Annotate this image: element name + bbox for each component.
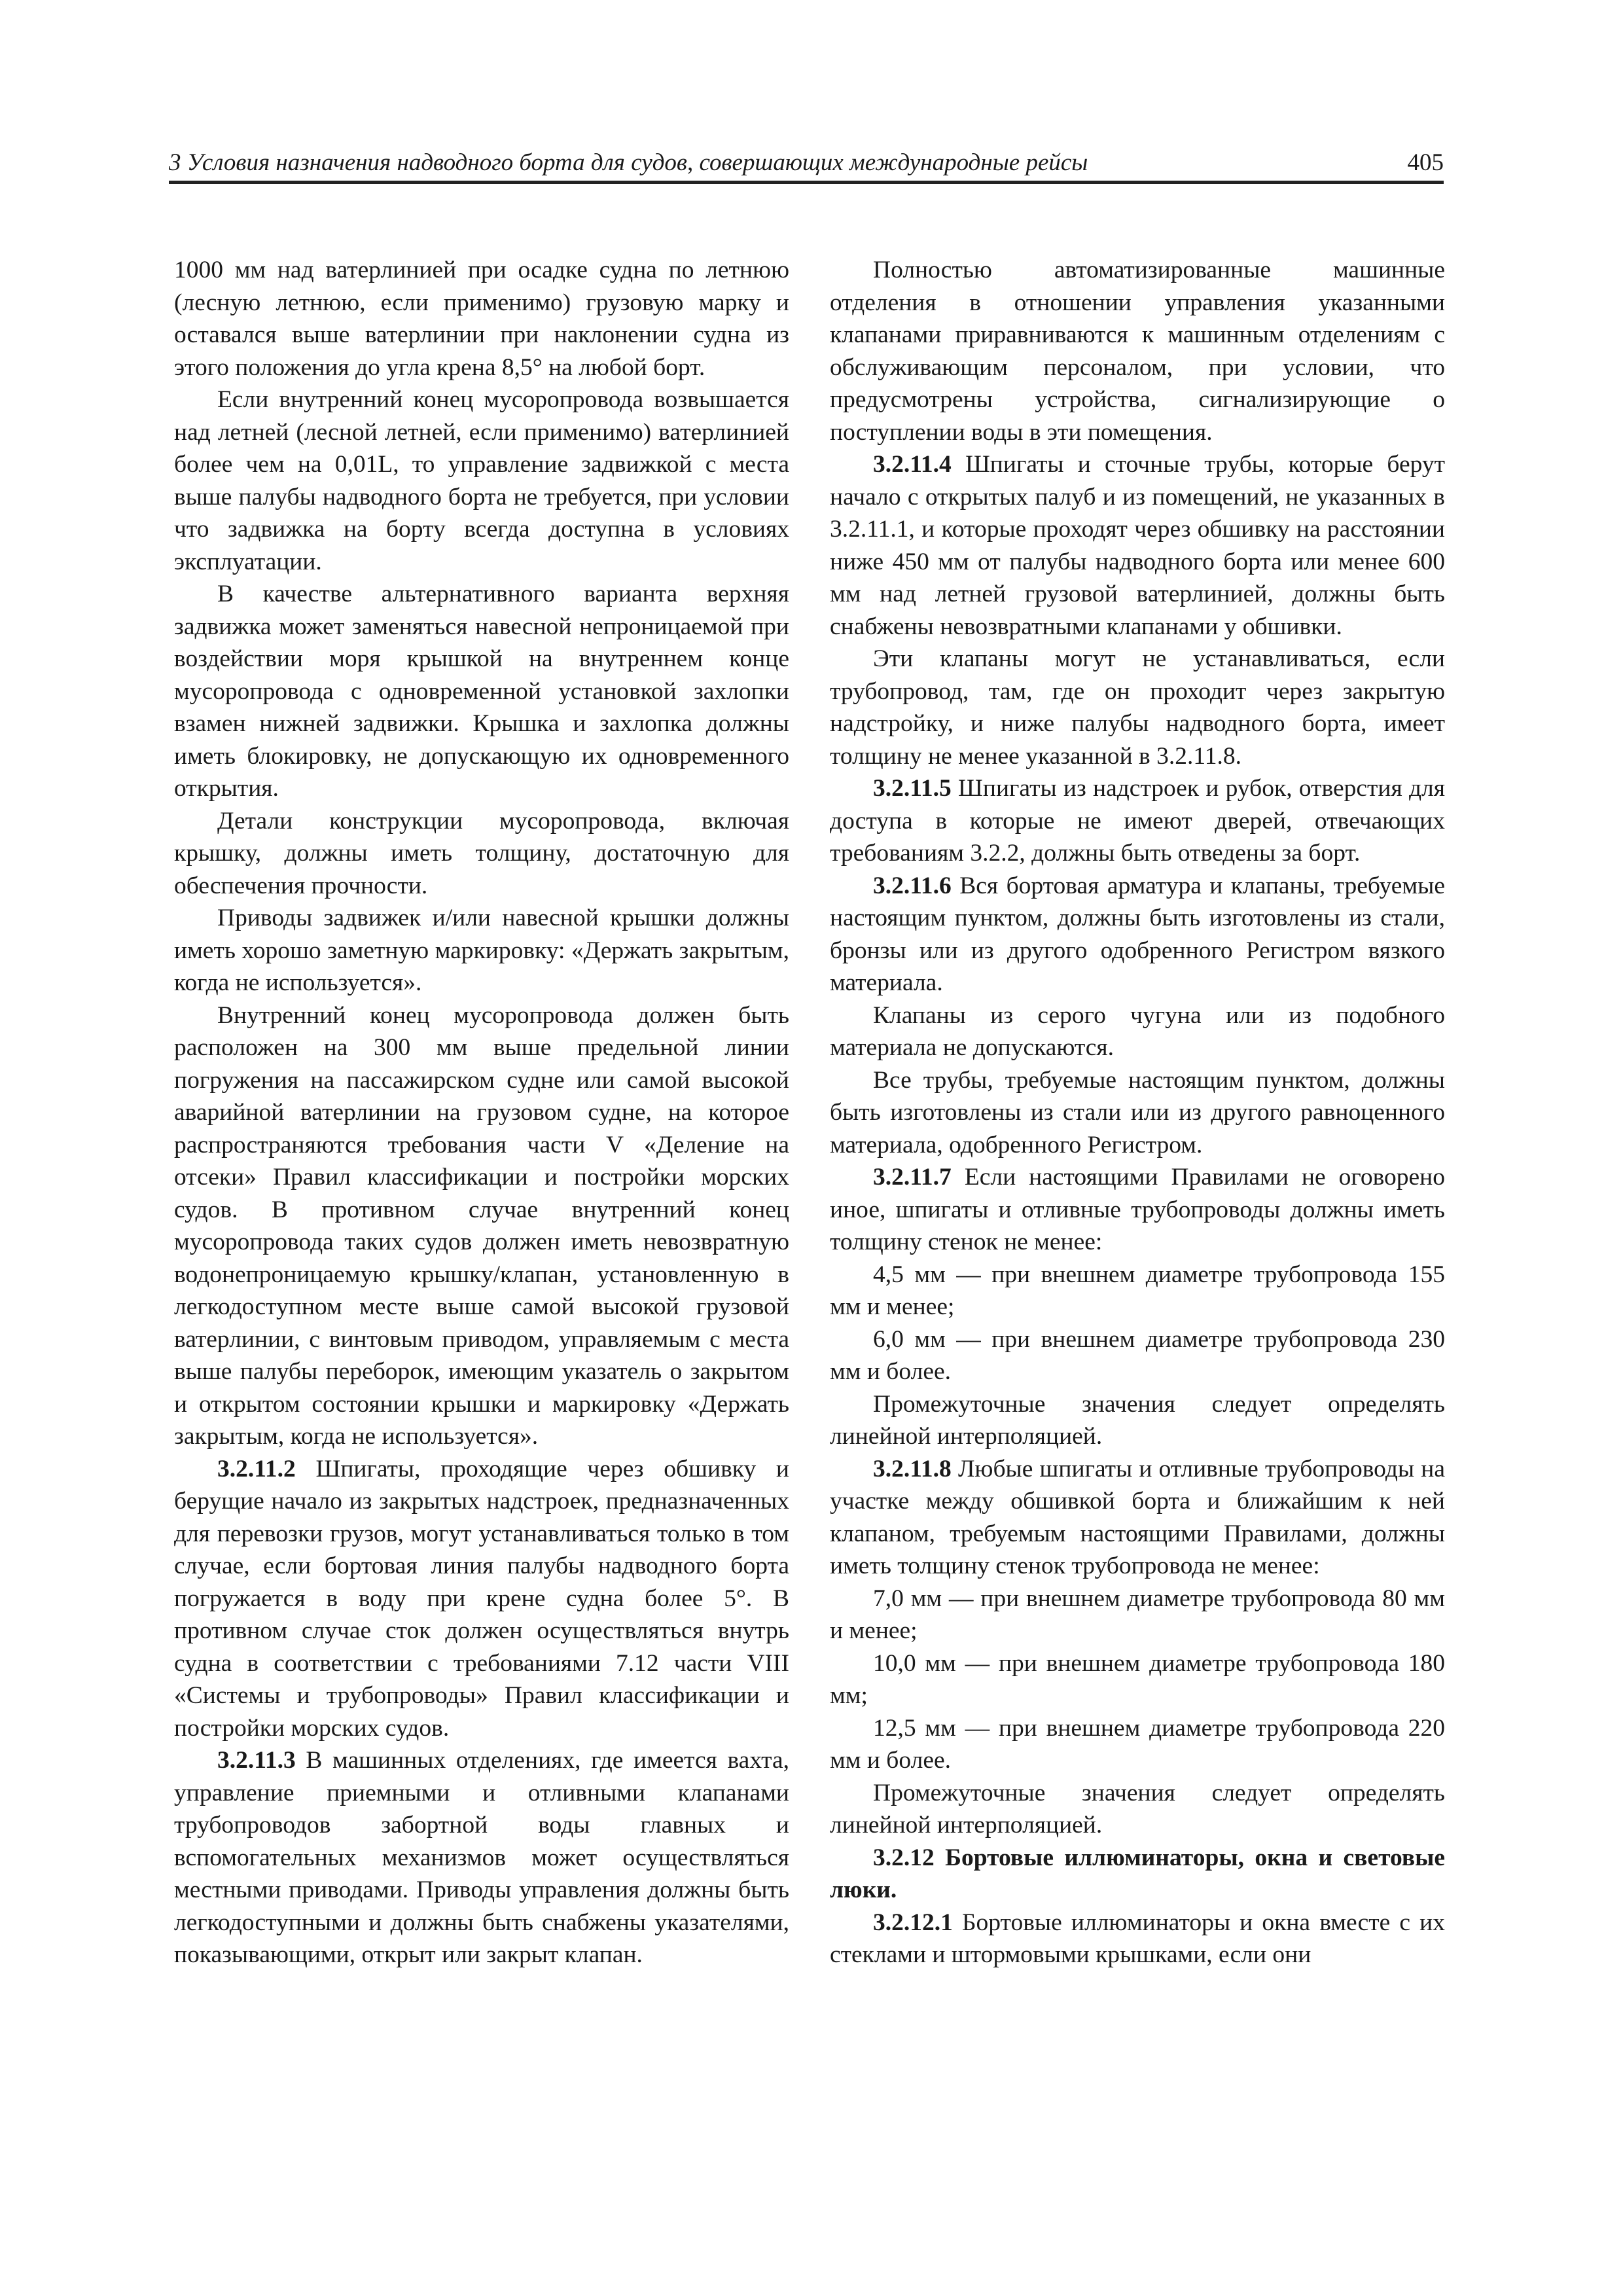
paragraph-text: Промежуточные значения следует определять линейной интерполяцией. [830, 1390, 1445, 1450]
paragraph [830, 643, 1445, 772]
clause-number: 3.2.11.7 [873, 1164, 952, 1191]
clause-number: 3.2.12.1 [873, 1909, 953, 1936]
paragraph [830, 1842, 1445, 1907]
paragraph-text: Шпигаты из надстроек и рубок, отверстия для доступа в которые не имеют дверей, отвечающих требованиям 3.2.2, должны быть отведены за борт. [830, 775, 1445, 867]
paragraph-text: 7,0 мм — при внешнем диаметре трубопровода 80 мм и менее; [830, 1585, 1445, 1644]
paragraph [174, 1453, 789, 1745]
paragraph [830, 1388, 1445, 1453]
paragraph [830, 1323, 1445, 1388]
paragraph [174, 999, 789, 1453]
clause-number: 3.2.11.6 [873, 872, 952, 899]
paragraph-text: Эти клапаны могут не устанавливаться, если трубопровод, там, где он проходит через закрытую надстройку, и ниже палубы надводного борта, имеет толщину не менее указанной в 3.2.11.8. [830, 645, 1445, 770]
paragraph [830, 999, 1445, 1064]
paragraph [174, 384, 789, 578]
running-header [169, 143, 1444, 184]
paragraph [830, 1064, 1445, 1162]
paragraph [174, 1744, 789, 1971]
paragraph-text: Все трубы, требуемые настоящим пунктом, должны быть изготовлены из стали или из другого равноценного материала, одобренного Регистром. [830, 1066, 1445, 1158]
paragraph-text: В качестве альтернативного варианта верхняя задвижка может заменяться навесной непроницаемой при воздействии моря крышкой на внутреннем конце мусоропровода с одновременной установкой захлопки взамен нижней задвижки. Крышка и захлопка должны иметь блокировку, не допускающую их одновременного открытия. [174, 581, 789, 802]
clause-number: 3.2.11.8 [873, 1455, 952, 1482]
paragraph-text: Шпигаты, проходящие через обшивку и берущие начало из закрытых надстроек, предназначенных для перевозки грузов, могут устанавливаться только в том случае, если бортовая линия палубы надводного борта погружается в воду при крене судна более 5°. В противном случае сток должен осуществляться внутрь судна в соответствии с требованиями 7.12 части VIII «Системы и трубопроводы» Правил классификации и постройки морских судов. [174, 1455, 789, 1742]
paragraph [830, 1453, 1445, 1583]
paragraph [830, 772, 1445, 870]
clause-number: 3.2.11.3 [217, 1747, 296, 1774]
paragraph-text: Любые шпигаты и отливные трубопроводы на участке между обшивкой борта и ближайшим к ней клапаном, требуемым настоящими Правилами, должны иметь толщину стенок трубопровода не менее: [830, 1455, 1445, 1579]
page-number: 405 [1407, 149, 1444, 176]
paragraph-text: 4,5 мм — при внешнем диаметре трубопровода 155 мм и менее; [830, 1261, 1445, 1320]
paragraph [830, 254, 1445, 448]
paragraph [830, 1777, 1445, 1842]
paragraph-text: Клапаны из серого чугуна или из подобного материала не допускаются. [830, 1001, 1445, 1061]
paragraph [830, 1712, 1445, 1777]
paragraph [830, 1583, 1445, 1647]
paragraph-text: 6,0 мм — при внешнем диаметре трубопровода 230 мм и более. [830, 1325, 1445, 1385]
paragraph [174, 805, 789, 903]
paragraph [830, 1259, 1445, 1323]
paragraph-text: 12,5 мм — при внешнем диаметре трубопровода 220 мм и более. [830, 1714, 1445, 1774]
clause-number: 3.2.11.4 [873, 451, 952, 478]
clause-number: 3.2.12 Бортовые иллюминаторы, окна и световые люки. [830, 1844, 1445, 1903]
paragraph-text: 10,0 мм — при внешнем диаметре трубопровода 180 мм; [830, 1649, 1445, 1709]
paragraph [830, 1907, 1445, 1971]
paragraph [174, 902, 789, 999]
left-column [174, 254, 789, 1971]
paragraph-text: 1000 мм над ватерлинией при осадке судна по летнюю (лесную летнюю, если применимо) грузовую марку и оставался выше ватерлинии при наклонении судна из этого положения до угла крена 8,5° на любой борт. [174, 257, 789, 381]
paragraph-text: Если настоящими Правилами не оговорено иное, шпигаты и отливные трубопроводы должны иметь толщину стенок не менее: [830, 1164, 1445, 1255]
paragraph-text: Полностью автоматизированные машинные отделения в отношении управления указанными клапанами приравниваются к машинным отделениям с обслуживающим персоналом, при условии, что предусмотрены устройства, сигнализирующие о поступлении воды в эти помещения. [830, 257, 1445, 446]
paragraph [174, 578, 789, 805]
paragraph-text: Внутренний конец мусоропровода должен быть расположен на 300 мм выше предельной линии погружения на пассажирском судне или самой высокой аварийной ватерлинии на грузовом судне, на которое распространяются требования части V «Деление на отсеки» Правил классификации и постройки морских судов. В противном случае внутренний конец мусоропровода таких судов должен иметь невозвратную водонепроницаемую крышку/клапан, установленную в легкодоступном месте выше самой высокой грузовой ватерлинии, с винтовым приводом, управляемым с места выше палубы переборок, имеющим указатель о закрытом и открытом состоянии крышки и маркировку «Держать закрытым, когда не используется». [174, 1001, 789, 1450]
paragraph [830, 448, 1445, 643]
header-title: 3 Условия назначения надводного борта для судов, совершающих международные рейсы [169, 149, 1088, 176]
right-column [830, 254, 1445, 1971]
paragraph-text: Если внутренний конец мусоропровода возвышается над летней (лесной летней, если применимо) ватерлинией более чем на 0,01L, то управление задвижкой с места выше палубы надводного борта не требуется, при условии что задвижка на борту всегда доступна в условиях эксплуатации. [174, 386, 789, 575]
paragraph-text: Вся бортовая арматура и клапаны, требуемые настоящим пунктом, должны быть изготовлены из стали, бронзы или из другого одобренного Регистром вязкого материала. [830, 872, 1445, 996]
paragraph-text: Детали конструкции мусоропровода, включая крышку, должны иметь толщину, достаточную для обеспечения прочности. [174, 807, 789, 899]
paragraph-text: В машинных отделениях, где имеется вахта, управление приемными и отливными клапанами трубопроводов забортной воды главных и вспомогательных механизмов может осуществляться местными приводами. Приводы управления должны быть легкодоступными и должны быть снабжены указателями, показывающими, открыт или закрыт клапан. [174, 1747, 789, 1968]
paragraph [830, 1161, 1445, 1259]
paragraph-text: Промежуточные значения следует определять линейной интерполяцией. [830, 1779, 1445, 1839]
paragraph [830, 870, 1445, 999]
paragraph-text: Шпигаты и сточные трубы, которые берут начало с открытых палуб и из помещений, не указанных в 3.2.11.1, и которые проходят через обшивку на расстоянии ниже 450 мм от палубы надводного борта или менее 600 мм над летней грузовой ватерлинией, должны быть снабжены невозвратными клапанами у обшивки. [830, 451, 1445, 640]
clause-number: 3.2.11.5 [873, 775, 952, 802]
paragraph [830, 1647, 1445, 1712]
paragraph-text: Бортовые иллюминаторы и окна вместе с их стеклами и штормовыми крышками, если они [830, 1909, 1445, 1968]
paragraph-text: Приводы задвижек и/или навесной крышки должны иметь хорошо заметную маркировку: «Держать закрытым, когда не используется». [174, 905, 789, 996]
paragraph [174, 254, 789, 384]
clause-number: 3.2.11.2 [217, 1455, 296, 1482]
